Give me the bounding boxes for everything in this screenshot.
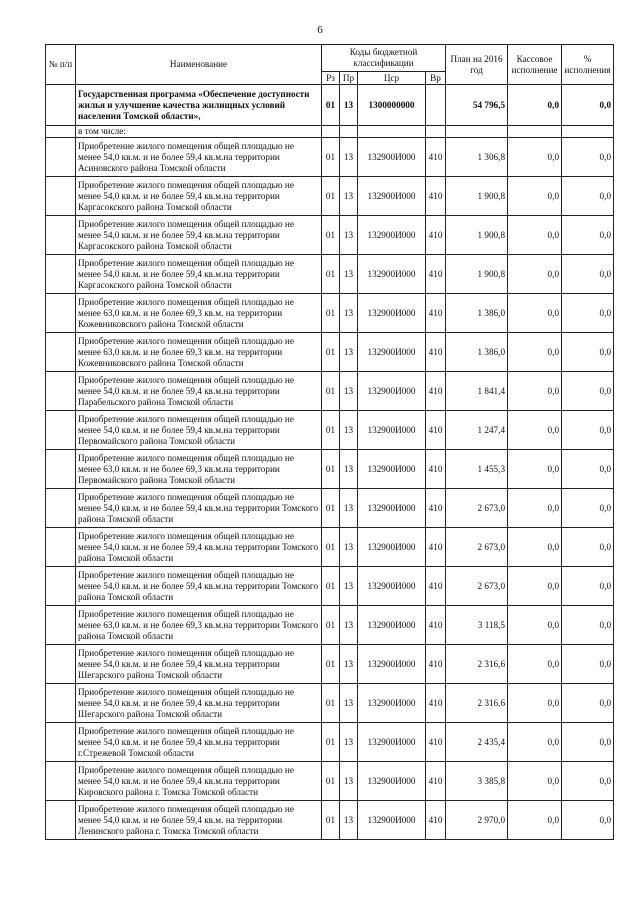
row-num [46, 138, 76, 177]
row-rz: 01 [322, 294, 340, 333]
table-row [46, 489, 614, 528]
row-pr: 13 [340, 138, 358, 177]
row-num [46, 216, 76, 255]
row-vr: 410 [426, 684, 446, 723]
row-kassa: 0,0 [508, 255, 562, 294]
row-num [46, 372, 76, 411]
row-kassa: 0,0 [508, 801, 562, 840]
row-vr: 410 [426, 255, 446, 294]
including-row [46, 126, 614, 138]
row-pct: 0,0 [562, 177, 614, 216]
row-csr: 132900И000 [358, 645, 426, 684]
row-vr: 410 [426, 372, 446, 411]
row-kassa: 0,0 [508, 684, 562, 723]
row-plan: 3 118,5 [446, 606, 508, 645]
table-row [46, 645, 614, 684]
row-pr: 13 [340, 177, 358, 216]
program-num [46, 85, 76, 126]
row-num [46, 684, 76, 723]
row-name: Приобретение жилого помещения общей площадью не менее 54,0 кв.м. и не более 59,4 кв.м.на территории Первомайского района Томской области [76, 411, 322, 450]
row-pct: 0,0 [562, 138, 614, 177]
row-rz: 01 [322, 645, 340, 684]
table-row [46, 567, 614, 606]
row-pr: 13 [340, 450, 358, 489]
row-kassa: 0,0 [508, 645, 562, 684]
row-vr: 410 [426, 567, 446, 606]
row-pr: 13 [340, 801, 358, 840]
row-name: Приобретение жилого помещения общей площадью не менее 54,0 кв.м. и не более 59,4 кв.м.на территории Каргасокского района Томской области [76, 216, 322, 255]
row-pct: 0,0 [562, 411, 614, 450]
row-csr: 132900И000 [358, 723, 426, 762]
row-plan: 1 900,8 [446, 255, 508, 294]
row-pct: 0,0 [562, 450, 614, 489]
row-pct: 0,0 [562, 723, 614, 762]
row-csr: 132900И000 [358, 255, 426, 294]
row-vr: 410 [426, 645, 446, 684]
row-rz: 01 [322, 684, 340, 723]
row-plan: 2 316,6 [446, 645, 508, 684]
row-rz: 01 [322, 177, 340, 216]
row-kassa: 0,0 [508, 138, 562, 177]
including-label: в том числе: [76, 126, 322, 138]
row-plan: 1 386,0 [446, 294, 508, 333]
row-csr: 132900И000 [358, 294, 426, 333]
row-rz: 01 [322, 450, 340, 489]
row-csr: 132900И000 [358, 372, 426, 411]
row-pct: 0,0 [562, 333, 614, 372]
table-row [46, 684, 614, 723]
table-row [46, 723, 614, 762]
row-name: Приобретение жилого помещения общей площадью не менее 63,0 кв.м. и не более 69,3 кв.м.на территории Томского района Томской области [76, 606, 322, 645]
row-rz: 01 [322, 411, 340, 450]
row-kassa: 0,0 [508, 723, 562, 762]
row-kassa: 0,0 [508, 333, 562, 372]
row-csr: 132900И000 [358, 801, 426, 840]
row-pct: 0,0 [562, 762, 614, 801]
header-vr: Вр [426, 72, 446, 85]
row-name: Приобретение жилого помещения общей площадью не менее 54,0 кв.м. и не более 59,4 кв.м.на территории Шегарского района Томской области [76, 684, 322, 723]
table-row [46, 333, 614, 372]
row-rz: 01 [322, 723, 340, 762]
row-vr: 410 [426, 138, 446, 177]
row-name: Приобретение жилого помещения общей площадью не менее 54,0 кв.м. и не более 59,4 кв.м.на территории Томского района Томской области [76, 489, 322, 528]
header-csr: Цср [358, 72, 426, 85]
header-kassa: Кассовое исполнение [508, 45, 562, 85]
row-pct: 0,0 [562, 801, 614, 840]
row-rz: 01 [322, 216, 340, 255]
row-num [46, 528, 76, 567]
row-pct: 0,0 [562, 684, 614, 723]
row-num [46, 645, 76, 684]
row-kassa: 0,0 [508, 762, 562, 801]
row-vr: 410 [426, 723, 446, 762]
row-kassa: 0,0 [508, 489, 562, 528]
row-pr: 13 [340, 645, 358, 684]
header-row [46, 45, 614, 72]
row-vr: 410 [426, 801, 446, 840]
row-num [46, 567, 76, 606]
row-plan: 2 316,6 [446, 684, 508, 723]
row-vr: 410 [426, 216, 446, 255]
row-pct: 0,0 [562, 528, 614, 567]
row-num [46, 489, 76, 528]
table-row [46, 177, 614, 216]
row-num [46, 255, 76, 294]
row-kassa: 0,0 [508, 606, 562, 645]
row-vr: 410 [426, 489, 446, 528]
row-name: Приобретение жилого помещения общей площадью не менее 54,0 кв.м. и не более 59,4 кв.м.на территории Асиновского района Томской области [76, 138, 322, 177]
table-row [46, 372, 614, 411]
row-rz: 01 [322, 762, 340, 801]
program-row [46, 85, 614, 126]
row-rz: 01 [322, 606, 340, 645]
row-pr: 13 [340, 333, 358, 372]
page-number: 6 [317, 24, 323, 36]
row-pr: 13 [340, 528, 358, 567]
row-name: Приобретение жилого помещения общей площадью не менее 54,0 кв.м. и не более 59,4 кв.м.на территории Кировского района г. Томска Томской области [76, 762, 322, 801]
program-rz: 01 [322, 85, 340, 126]
row-kassa: 0,0 [508, 177, 562, 216]
table-row [46, 450, 614, 489]
row-name: Приобретение жилого помещения общей площадью не менее 54,0 кв.м. и не более 59,4 кв.м.на территории Каргасокского района Томской области [76, 255, 322, 294]
row-rz: 01 [322, 255, 340, 294]
row-vr: 410 [426, 450, 446, 489]
table-row [46, 528, 614, 567]
row-csr: 132900И000 [358, 567, 426, 606]
header-pct: % исполнения [562, 45, 614, 85]
row-kassa: 0,0 [508, 294, 562, 333]
row-vr: 410 [426, 333, 446, 372]
row-kassa: 0,0 [508, 567, 562, 606]
table-row [46, 411, 614, 450]
program-csr: 1300000000 [358, 85, 426, 126]
row-name: Приобретение жилого помещения общей площадью не менее 63,0 кв.м. и не более 69,3 кв.м. на территории Кожевниковского района Томской области [76, 294, 322, 333]
row-rz: 01 [322, 567, 340, 606]
row-pct: 0,0 [562, 567, 614, 606]
row-name: Приобретение жилого помещения общей площадью не менее 54,0 кв.м. и не более 59,4 кв.м.на территории Парабельского района Томской области [76, 372, 322, 411]
row-num [46, 606, 76, 645]
row-vr: 410 [426, 177, 446, 216]
row-plan: 2 673,0 [446, 489, 508, 528]
row-plan: 2 673,0 [446, 567, 508, 606]
row-name: Приобретение жилого помещения общей площадью не менее 63,0 кв.м. и не более 69,3 кв.м.на территории Первомайского района Томской области [76, 450, 322, 489]
row-plan: 3 385,8 [446, 762, 508, 801]
header-codes: Коды бюджетной классификации [322, 45, 446, 72]
row-pct: 0,0 [562, 372, 614, 411]
row-csr: 132900И000 [358, 489, 426, 528]
program-name: Государственная программа «Обеспечение доступности жилья и улучшение качества жилищных условий населения Томской области», [76, 85, 322, 126]
row-pr: 13 [340, 567, 358, 606]
row-pr: 13 [340, 255, 358, 294]
row-name: Приобретение жилого помещения общей площадью не менее 54,0 кв.м. и не более 59,4 кв.м.на территории г.Стрежевой Томской области [76, 723, 322, 762]
program-pct: 0,0 [562, 85, 614, 126]
row-num [46, 177, 76, 216]
row-vr: 410 [426, 528, 446, 567]
row-pct: 0,0 [562, 606, 614, 645]
row-pr: 13 [340, 372, 358, 411]
row-plan: 1 455,3 [446, 450, 508, 489]
row-name: Приобретение жилого помещения общей площадью не менее 54,0 кв.м. и не более 59,4 кв.м.на территории Шегарского района Томской области [76, 645, 322, 684]
row-num [46, 723, 76, 762]
row-csr: 132900И000 [358, 684, 426, 723]
program-kassa: 0,0 [508, 85, 562, 126]
row-csr: 132900И000 [358, 138, 426, 177]
row-num [46, 762, 76, 801]
row-rz: 01 [322, 489, 340, 528]
header-num: № п/п [46, 45, 76, 85]
row-pct: 0,0 [562, 255, 614, 294]
row-pct: 0,0 [562, 294, 614, 333]
row-csr: 132900И000 [358, 411, 426, 450]
row-csr: 132900И000 [358, 762, 426, 801]
row-pr: 13 [340, 762, 358, 801]
row-plan: 2 970,0 [446, 801, 508, 840]
row-pr: 13 [340, 489, 358, 528]
table-row [46, 216, 614, 255]
table-row [46, 255, 614, 294]
row-kassa: 0,0 [508, 372, 562, 411]
table-row [46, 294, 614, 333]
row-rz: 01 [322, 372, 340, 411]
row-rz: 01 [322, 801, 340, 840]
row-csr: 132900И000 [358, 216, 426, 255]
row-name: Приобретение жилого помещения общей площадью не менее 54,0 кв.м. и не более 59,4 кв.м.на территории Каргасокского района Томской области [76, 177, 322, 216]
row-csr: 132900И000 [358, 450, 426, 489]
row-kassa: 0,0 [508, 411, 562, 450]
row-num [46, 294, 76, 333]
header-pr: Пр [340, 72, 358, 85]
row-name: Приобретение жилого помещения общей площадью не менее 54,0 кв.м. и не более 59,4 кв.м. на территории Ленинского района г. Томска Томской области [76, 801, 322, 840]
header-plan: План на 2016 год [446, 45, 508, 85]
row-name: Приобретение жилого помещения общей площадью не менее 54,0 кв.м. и не более 59,4 кв.м.на территории Томского района Томской области [76, 567, 322, 606]
row-rz: 01 [322, 138, 340, 177]
row-plan: 2 673,0 [446, 528, 508, 567]
row-pct: 0,0 [562, 645, 614, 684]
row-vr: 410 [426, 411, 446, 450]
row-name: Приобретение жилого помещения общей площадью не менее 54,0 кв.м. и не более 59,4 кв.м.на территории Томского района Томской области [76, 528, 322, 567]
row-plan: 1 306,8 [446, 138, 508, 177]
row-pct: 0,0 [562, 489, 614, 528]
row-rz: 01 [322, 333, 340, 372]
row-num [46, 450, 76, 489]
row-pr: 13 [340, 294, 358, 333]
program-pr: 13 [340, 85, 358, 126]
header-rz: Рз [322, 72, 340, 85]
program-plan: 54 796,5 [446, 85, 508, 126]
row-pr: 13 [340, 411, 358, 450]
row-plan: 1 841,4 [446, 372, 508, 411]
row-plan: 1 900,8 [446, 216, 508, 255]
row-num [46, 411, 76, 450]
row-plan: 1 900,8 [446, 177, 508, 216]
row-pr: 13 [340, 723, 358, 762]
program-vr [426, 85, 446, 126]
budget-table [45, 44, 614, 840]
row-csr: 132900И000 [358, 528, 426, 567]
table-row [46, 762, 614, 801]
row-vr: 410 [426, 294, 446, 333]
row-name: Приобретение жилого помещения общей площадью не менее 63,0 кв.м. и не более 69,3 кв.м. на территории Кожевниковского района Томской области [76, 333, 322, 372]
row-kassa: 0,0 [508, 528, 562, 567]
row-csr: 132900И000 [358, 177, 426, 216]
row-plan: 2 435,4 [446, 723, 508, 762]
row-pr: 13 [340, 606, 358, 645]
row-csr: 132900И000 [358, 606, 426, 645]
row-pct: 0,0 [562, 216, 614, 255]
row-csr: 132900И000 [358, 333, 426, 372]
row-rz: 01 [322, 528, 340, 567]
row-pr: 13 [340, 684, 358, 723]
row-kassa: 0,0 [508, 450, 562, 489]
table-row [46, 801, 614, 840]
row-kassa: 0,0 [508, 216, 562, 255]
row-plan: 1 386,0 [446, 333, 508, 372]
row-vr: 410 [426, 762, 446, 801]
header-name: Наименование [76, 45, 322, 85]
row-plan: 1 247,4 [446, 411, 508, 450]
table-row [46, 606, 614, 645]
row-vr: 410 [426, 606, 446, 645]
row-num [46, 333, 76, 372]
table-row [46, 138, 614, 177]
row-pr: 13 [340, 216, 358, 255]
row-num [46, 801, 76, 840]
